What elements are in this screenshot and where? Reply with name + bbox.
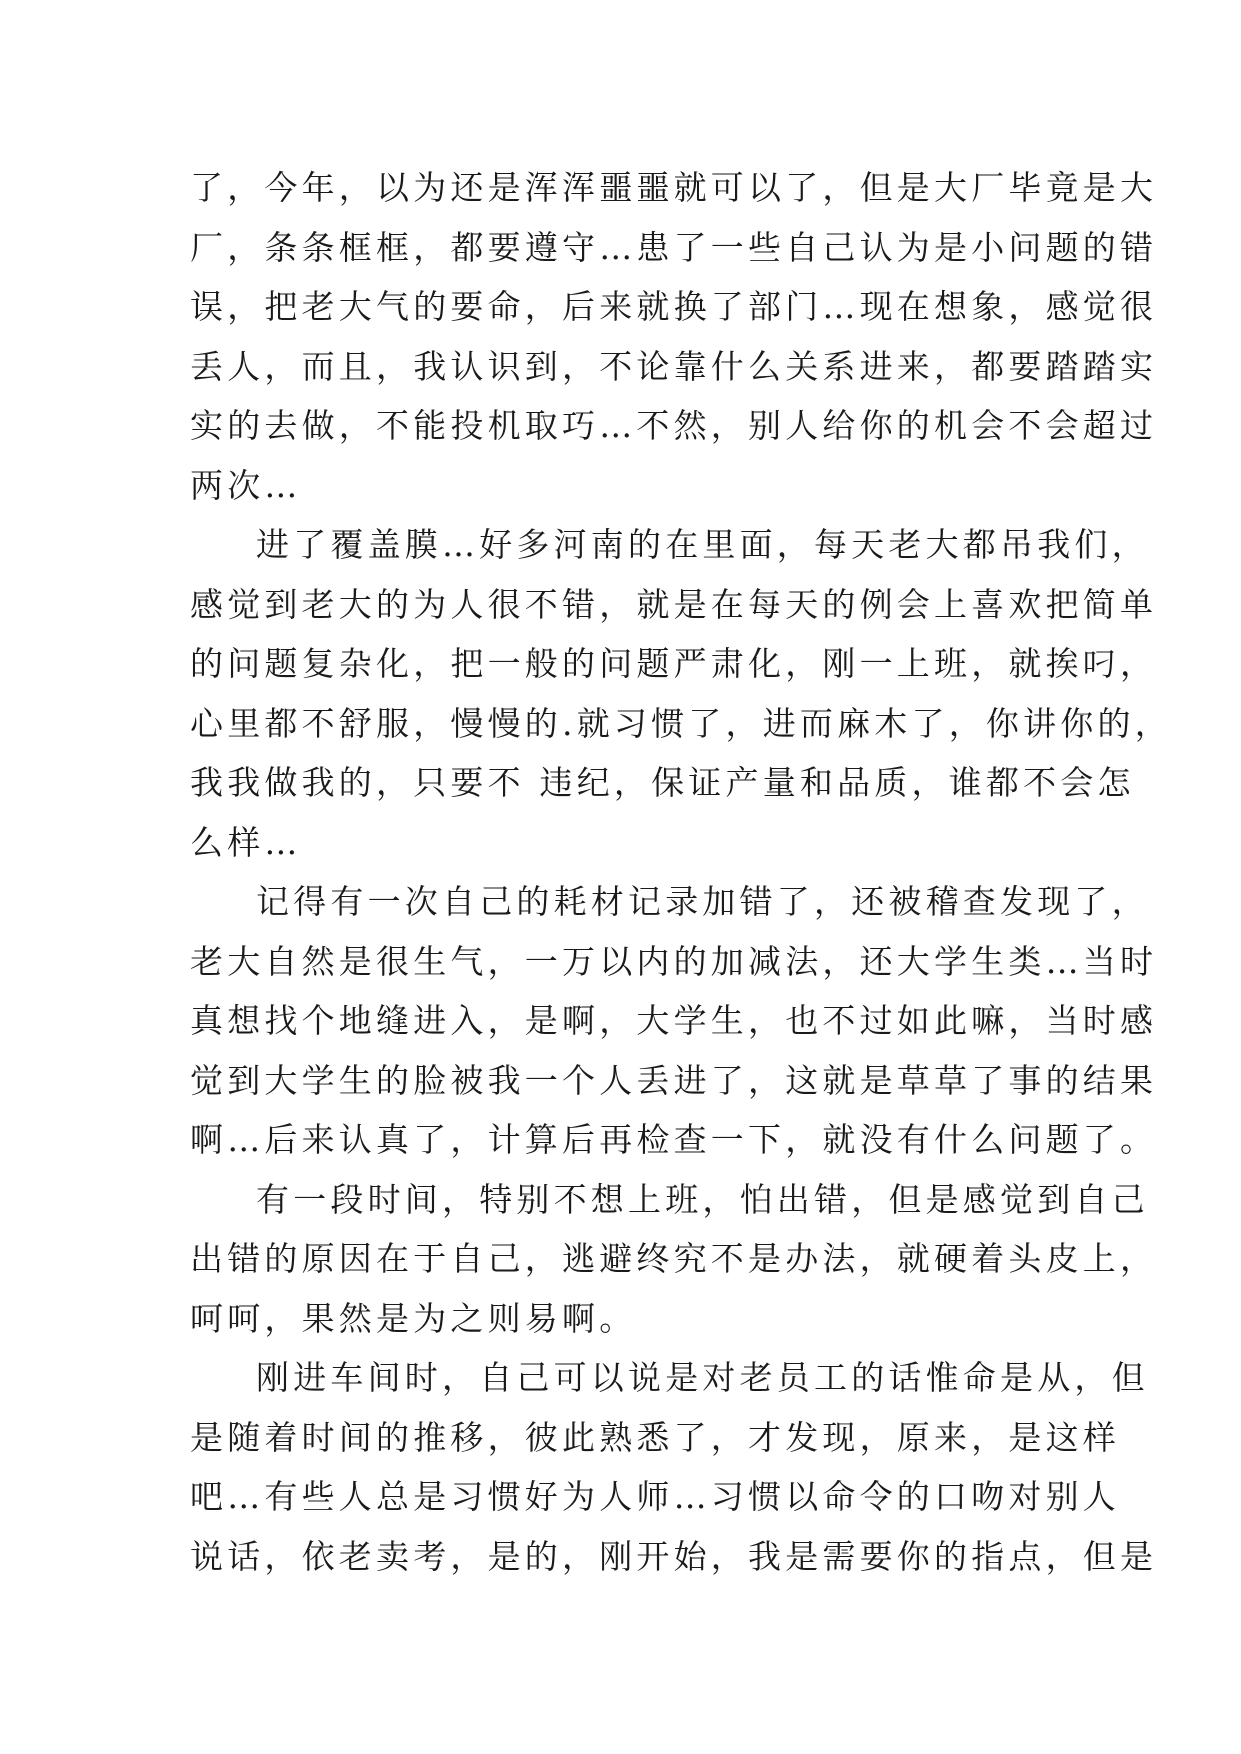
text-line: 说话，依老卖考，是的，刚开始，我是需要你的指点，但是	[190, 1536, 1158, 1576]
text-line: 感觉到老大的为人很不错，就是在每天的例会上喜欢把简单	[190, 584, 1158, 624]
paragraph-5	[190, 1348, 1158, 1586]
text-line: 我我做我的，只要不 违纪，保证产量和品质，谁都不会怎	[190, 763, 1135, 802]
text-line: 的问题复杂化，把一般的问题严肃化，刚一上班，就挨叼，	[190, 644, 1158, 683]
text-line: 有一段时间，特别不想上班，怕出错，但是感觉到自己	[256, 1179, 1149, 1219]
text-line: 厂，条条框框，都要遵守…患了一些自己认为是小问题的错	[190, 227, 1158, 267]
text-line: 出错的原因在于自己，逃避终究不是办法，就硬着头皮上，	[190, 1239, 1158, 1278]
text-line: 老大自然是很生气，一万以内的加减法，还大学生类…当时	[190, 941, 1158, 981]
text-line: 进了覆盖膜…好多河南的在里面，每天老大都吊我们，	[256, 525, 1149, 564]
paragraph-4	[190, 1170, 1158, 1349]
text-line: 实的去做，不能投机取巧…不然，别人给你的机会不会超过	[190, 406, 1158, 445]
text-line: 心里都不舒服，慢慢的.就习惯了，进而麻木了，你讲你的，	[190, 703, 1172, 743]
text-line: 丢人，而且，我认识到，不论靠什么关系进来，都要踏踏实	[190, 346, 1158, 386]
text-line: 啊…后来认真了，计算后再检查一下，就没有什么问题了。	[190, 1120, 1158, 1159]
text-line: 呵呵，果然是为之则易啊。	[190, 1298, 637, 1338]
text-line: 记得有一次自己的耗材记录加错了，还被稽查发现了，	[256, 882, 1149, 921]
text-line: 是随着时间的推移，彼此熟悉了，才发现，原来，是这样	[190, 1417, 1120, 1457]
text-line: 吧…有些人总是习惯好为人师…习惯以命令的口吻对别人	[190, 1477, 1120, 1516]
paragraph-2	[190, 515, 1172, 872]
text-line: 两次…	[190, 465, 302, 505]
text-line: 刚进车间时，自己可以说是对老员工的话惟命是从，但	[256, 1358, 1149, 1397]
text-line: 真想找个地缝进入，是啊，大学生，也不过如此嘛，当时感	[190, 1001, 1158, 1040]
text-line: 了，今年，以为还是浑浑噩噩就可以了，但是大厂毕竟是大	[190, 168, 1158, 207]
text-line: 误，把老大气的要命，后来就换了部门…现在想象，感觉很	[190, 287, 1158, 326]
paragraph-3	[190, 872, 1158, 1170]
paragraph-1	[190, 158, 1158, 515]
text-line: 觉到大学生的脸被我一个人丢进了，这就是草草了事的结果	[190, 1060, 1158, 1100]
body-text	[190, 158, 1172, 1586]
text-line: 么样…	[190, 822, 302, 862]
